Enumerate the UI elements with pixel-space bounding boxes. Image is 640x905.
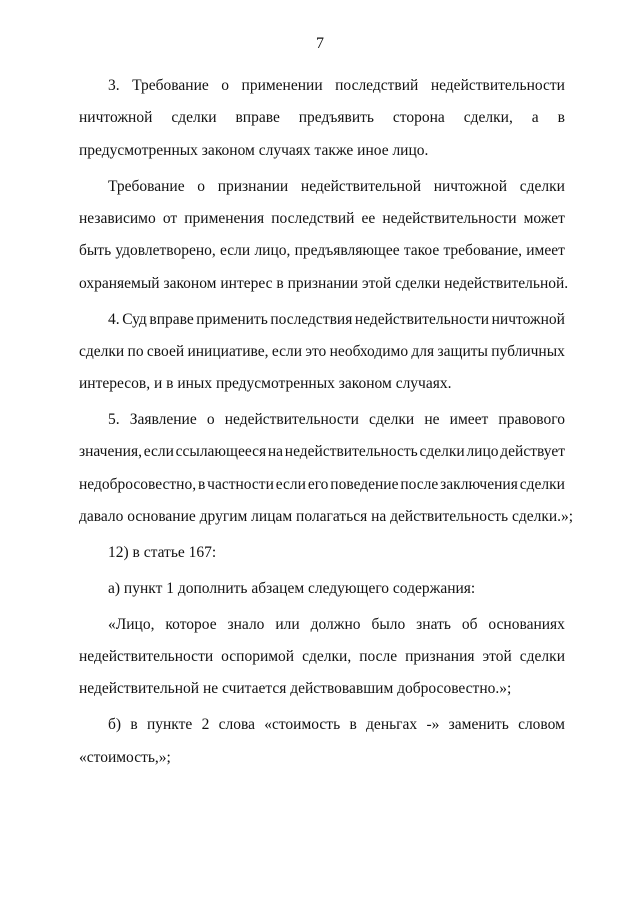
word: недействительности (382, 209, 517, 227)
word: 3. (108, 77, 120, 94)
word: словом (518, 716, 565, 734)
word: оспоримой (221, 647, 295, 665)
word: не (424, 411, 440, 429)
word: своей (146, 342, 185, 360)
word: Суд (122, 310, 147, 328)
word: признания (405, 647, 475, 665)
word: в (557, 109, 565, 127)
word: пункте (146, 716, 193, 734)
word: сделки (419, 443, 465, 461)
word: было (371, 615, 406, 633)
word: сторона (392, 109, 445, 127)
paragraph-line (79, 70, 565, 102)
word: предъявить (298, 109, 374, 127)
paragraph-line (79, 102, 565, 134)
word: сделки (369, 411, 415, 429)
paragraph-line: давало основание другим лицам полагаться на действительность сделки.»; (79, 508, 574, 526)
word: для (411, 342, 435, 360)
word: поведение (330, 475, 399, 493)
word: лицо, (254, 242, 291, 260)
word: б) (108, 716, 122, 734)
paragraph-line (79, 203, 565, 235)
word: такое (403, 242, 440, 260)
word: необходимо (329, 342, 409, 360)
word: применить (196, 310, 268, 328)
paragraph-line: 12) в статье 167: (108, 544, 217, 562)
word: сделки (519, 647, 565, 665)
word: Требование (132, 77, 209, 94)
word: основаниях (488, 615, 565, 633)
word: инициативе, (187, 342, 269, 360)
word: заменить (448, 716, 509, 734)
word: вправе (235, 109, 280, 127)
word: недействительности (224, 411, 359, 429)
paragraph-line: а) пункт 1 дополнить абзацем следующего содержания: (108, 579, 476, 597)
paragraph-line (79, 304, 565, 336)
word: об (461, 615, 478, 633)
paragraph-line: интересов, и в иных предусмотренных законом случаях. (79, 375, 452, 393)
word: в (349, 716, 357, 734)
word: ее (361, 209, 376, 227)
word: имеет (526, 242, 565, 260)
word: ничтожной (79, 109, 153, 127)
word: 5. (108, 411, 120, 429)
word: должно (310, 615, 361, 633)
paragraph-line (79, 436, 565, 468)
word: по (127, 342, 144, 360)
paragraph-line: недействительной не считается действовавшим добросовестно.»; (79, 680, 512, 698)
paragraph-line: охраняемый законом интерес в признании этой сделки недействительной. (79, 274, 569, 292)
word: значения, (79, 443, 142, 461)
word: если (275, 475, 306, 493)
word: недобросовестно, (79, 475, 197, 493)
paragraph-line (79, 469, 565, 501)
word: если (143, 443, 174, 461)
word: последствия (270, 310, 353, 328)
word: Заявление (129, 411, 197, 429)
word: знало (227, 615, 265, 633)
paragraph-line: предусмотренных законом случаях также иное лицо. (79, 141, 429, 159)
paragraph-line (79, 336, 565, 368)
word: недействительность (284, 443, 418, 461)
word: заключения (440, 475, 518, 493)
word: сделки (519, 475, 565, 493)
word: это (305, 342, 327, 360)
paragraph-line: «стоимость,»; (79, 748, 171, 766)
word: недействительности (430, 77, 565, 94)
word: последствий (271, 209, 355, 227)
word: удовлетворено, (115, 242, 216, 260)
word: о (197, 177, 206, 195)
word: правового (498, 411, 565, 429)
word: деньгах (366, 716, 418, 734)
word: а (531, 109, 539, 127)
paragraph-line (79, 171, 565, 203)
word: знать (416, 615, 451, 633)
word: быть (79, 242, 112, 260)
word: «Лицо, (108, 615, 155, 633)
word: ничтожной (433, 177, 508, 195)
word: о (221, 77, 230, 94)
word: применении (241, 77, 323, 94)
document-body (79, 70, 574, 774)
word: защиты (437, 342, 488, 360)
word: -» (426, 716, 440, 734)
word: Требование (108, 177, 185, 195)
word: слова (218, 716, 255, 734)
paragraph-line (79, 609, 565, 641)
word: сделки, (463, 109, 513, 127)
word: вправе (149, 310, 194, 328)
word: последствий (335, 77, 419, 94)
word: если (220, 242, 251, 260)
word: применения (184, 209, 265, 227)
word: от (162, 209, 178, 227)
word: сделки (519, 177, 565, 195)
word: сделки (171, 109, 217, 127)
paragraph-line (79, 641, 565, 673)
paragraph-line (79, 404, 565, 436)
word: сделки, (302, 647, 352, 665)
word: 2 (201, 716, 210, 734)
word: независимо (79, 209, 156, 227)
word: частности (207, 475, 274, 493)
word: которое (165, 615, 217, 633)
word: лицо (466, 443, 499, 461)
word: признании (217, 177, 289, 195)
word: может (523, 209, 565, 227)
word: предъявляющее (294, 242, 400, 260)
word: в (197, 475, 206, 493)
word: недействительной (300, 177, 422, 195)
word: действует (500, 443, 565, 461)
paragraph-line (79, 709, 565, 741)
word: в (130, 716, 138, 734)
word: этой (482, 647, 512, 665)
word: сделки (79, 342, 125, 360)
paragraph-line (79, 235, 565, 267)
word: ссылающееся (175, 443, 267, 461)
word: на (267, 443, 284, 461)
word: требование, (443, 242, 523, 260)
page-number: 7 (316, 35, 324, 52)
word: недействительности (354, 310, 490, 328)
word: имеет (449, 411, 489, 429)
word: после (359, 647, 398, 665)
word: ничтожной (491, 310, 565, 328)
word: его (307, 475, 329, 493)
word: после (400, 475, 439, 493)
word: или (275, 615, 300, 633)
word: если (271, 342, 302, 360)
word: «стоимость (264, 716, 341, 734)
word: о (206, 411, 215, 429)
word: недействительности (79, 647, 214, 665)
word: публичных (491, 342, 565, 360)
word: 4. (108, 310, 120, 328)
